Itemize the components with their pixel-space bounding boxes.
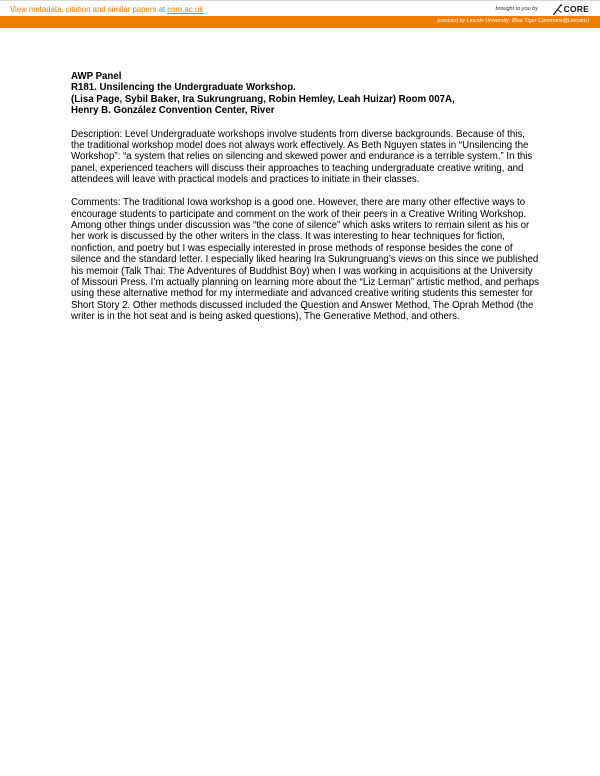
core-link[interactable]: core.ac.uk [167, 5, 204, 14]
panel-label: AWP Panel [71, 71, 122, 82]
panel-location: Henry B. González Convention Center, River [71, 105, 275, 117]
core-metadata-link[interactable] [10, 5, 203, 14]
core-logo-icon [552, 4, 563, 15]
comments-paragraph: Comments: The traditional Iowa workshop is a good one. However, there are many other effective ways to encourage students to participate and comment on the work of their peers in a Creative Writing Workshop. Among other things under discussion was “the cone of silence” which asks writers to remain silent as his or her work is discussed by the other writers in the class. It was interesting to hear techniques for fiction, nonfiction, and poetry but I was especially interested in prose methods of response besides the cone of silence and the standard letter. I especially liked hearing Ira Sukrungruang’s views on this since we published his memoir (Talk Thai: The Adventures of Buddhist Boy) when I was working in acquisitions at the University of Missouri Press. I’m actually planning on learning more about the “Liz Lerman” artistic method, and perhaps using these alternative method for my intermediate and advanced creative writing students this semester for Short Story 2. Other methods discussed included the Question and Answer Method, The Oprah Method (the writer is in the hot seat and is being asked questions), The Generative Method, and others. [71, 197, 539, 323]
core-logo-text: CORE [563, 4, 589, 14]
core-link-prefix: View metadata, citation and similar papers at [10, 5, 168, 14]
panel-participants: (Lisa Page, Sybil Baker, Ira Sukrungruang, Robin Hemley, Leah Huizar) Room 007A, [71, 93, 455, 105]
description-paragraph: Description: Level Undergraduate workshops involve students from diverse backgrounds. Because of this, the traditional workshop model does not always work effectively. As Beth Nguyen states in “Unsilencing the Workshop”: “a system that relies on silencing and skewed power and endurance is a terrible system.” In this panel, experienced teachers will discuss their approaches to teaching undergraduate creative writing, and attendees will leave with practical models and practices to initiate in their classes. [71, 128, 533, 186]
provided-by-bar [0, 16, 600, 28]
core-banner [0, 0, 600, 29]
provided-by-text[interactable]: provided by Lincoln University: Blue Tiger Commons@LincolnU [437, 18, 589, 24]
core-logo[interactable] [552, 2, 589, 16]
document-body [71, 71, 541, 334]
panel-title: R181. Unsilencing the Undergraduate Workshop. [71, 82, 296, 94]
brought-by-text: brought to you by [495, 6, 538, 12]
panel-heading [71, 71, 541, 117]
banner-divider [0, 0, 600, 1]
